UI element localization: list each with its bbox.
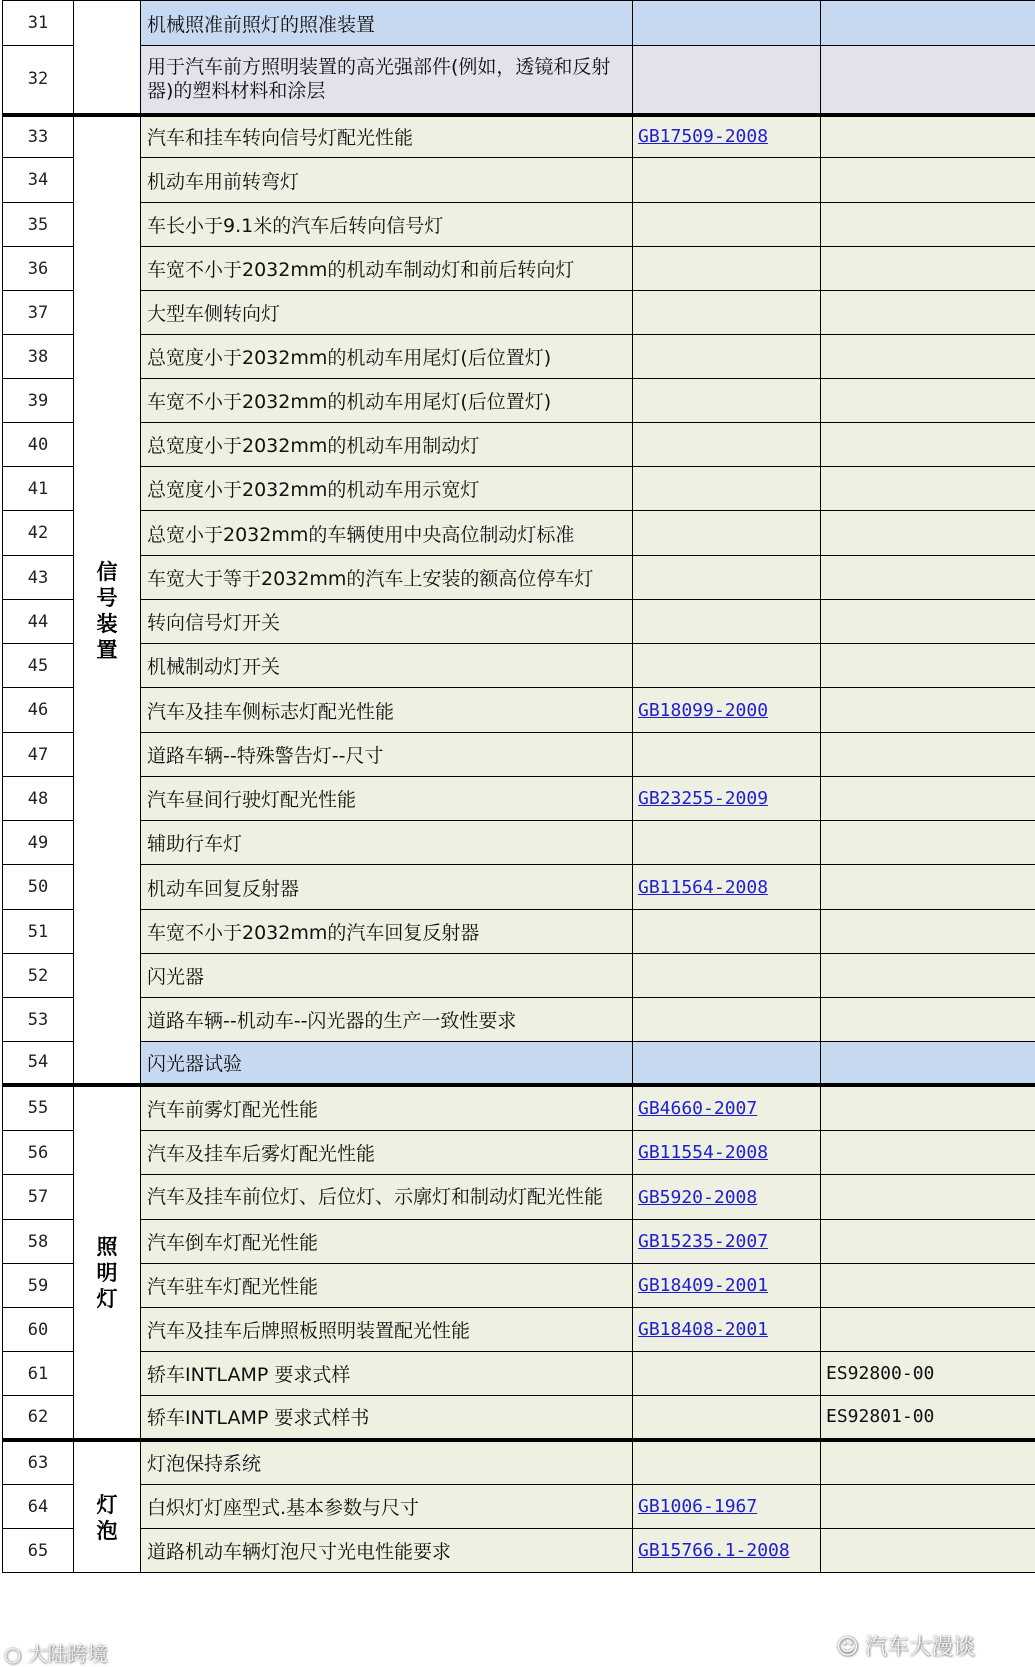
table-row (3, 379, 1035, 423)
table-row (3, 1175, 1035, 1220)
gb-standard (633, 1085, 821, 1131)
table-row (3, 733, 1035, 777)
table-row (3, 1085, 1035, 1131)
gb-standard (633, 821, 821, 865)
table-row (3, 1131, 1035, 1175)
table-row (3, 954, 1035, 998)
row-number: 61 (3, 1352, 74, 1396)
item-name: 汽车昼间行驶灯配光性能 (141, 777, 633, 821)
row-number: 38 (3, 335, 74, 379)
gb-standard-link[interactable]: GB11564-2008 (638, 877, 768, 898)
table-row (3, 46, 1035, 115)
gb-standard (633, 644, 821, 688)
row-number: 33 (3, 115, 74, 158)
gb-standard (633, 954, 821, 998)
row-number: 42 (3, 511, 74, 556)
item-name: 汽车前雾灯配光性能 (141, 1085, 633, 1131)
table-row (3, 821, 1035, 865)
gb-standard (633, 158, 821, 203)
row-number: 59 (3, 1264, 74, 1308)
watermark-left-text: 大陆跨境 (27, 1642, 107, 1666)
enterprise-standard (821, 1264, 1035, 1308)
row-number: 47 (3, 733, 74, 777)
item-name: 闪光器试验 (141, 1042, 633, 1085)
item-name: 总宽度小于2032mm的机动车用制动灯 (141, 423, 633, 467)
item-name: 转向信号灯开关 (141, 600, 633, 644)
enterprise-standard (821, 1, 1035, 46)
gb-standard (633, 1042, 821, 1085)
enterprise-standard (821, 335, 1035, 379)
gb-standard (633, 1396, 821, 1440)
item-name: 灯泡保持系统 (141, 1440, 633, 1485)
gb-standard (633, 998, 821, 1042)
enterprise-standard (821, 247, 1035, 291)
table-row (3, 998, 1035, 1042)
table-row (3, 291, 1035, 335)
row-number: 34 (3, 158, 74, 203)
table-row (3, 467, 1035, 511)
category-empty (74, 1, 141, 115)
gb-standard (633, 247, 821, 291)
item-name: 汽车及挂车前位灯、后位灯、示廓灯和制动灯配光性能 (141, 1175, 633, 1220)
gb-standard-link[interactable]: GB11554-2008 (638, 1142, 768, 1163)
item-name: 汽车驻车灯配光性能 (141, 1264, 633, 1308)
enterprise-standard (821, 777, 1035, 821)
row-number: 63 (3, 1440, 74, 1485)
table-row (3, 1352, 1035, 1396)
enterprise-standard (821, 688, 1035, 733)
standards-table (2, 0, 1035, 1573)
category-bulb: 灯泡 (74, 1440, 141, 1573)
gb-standard (633, 865, 821, 910)
enterprise-standard (821, 423, 1035, 467)
gb-standard (633, 1308, 821, 1352)
table-row (3, 203, 1035, 247)
gb-standard (633, 733, 821, 777)
enterprise-standard (821, 467, 1035, 511)
row-number: 31 (3, 1, 74, 46)
enterprise-standard (821, 733, 1035, 777)
row-number: 56 (3, 1131, 74, 1175)
item-name: 汽车及挂车后雾灯配光性能 (141, 1131, 633, 1175)
enterprise-standard (821, 291, 1035, 335)
gb-standard (633, 1529, 821, 1573)
enterprise-standard (821, 158, 1035, 203)
table-row (3, 688, 1035, 733)
gb-standard (633, 1485, 821, 1529)
table-row (3, 1, 1035, 46)
item-name: 机械制动灯开关 (141, 644, 633, 688)
row-number: 49 (3, 821, 74, 865)
enterprise-standard (821, 556, 1035, 600)
gb-standard (633, 511, 821, 556)
item-name: 大型车侧转向灯 (141, 291, 633, 335)
row-number: 55 (3, 1085, 74, 1131)
row-number: 32 (3, 46, 74, 115)
gb-standard (633, 910, 821, 954)
row-number: 45 (3, 644, 74, 688)
gb-standard (633, 1175, 821, 1220)
item-name: 轿车INTLAMP 要求式样书 (141, 1396, 633, 1440)
gb-standard-link[interactable]: GB15766.1-2008 (638, 1540, 790, 1561)
row-number: 65 (3, 1529, 74, 1573)
table-row (3, 865, 1035, 910)
enterprise-standard (821, 1131, 1035, 1175)
row-number: 37 (3, 291, 74, 335)
table-row (3, 335, 1035, 379)
gb-standard-link[interactable]: GB18099-2000 (638, 700, 768, 721)
item-name: 道路车辆--机动车--闪光器的生产一致性要求 (141, 998, 633, 1042)
gb-standard (633, 1131, 821, 1175)
enterprise-standard (821, 1308, 1035, 1352)
category-signal: 信号装置 (74, 115, 141, 1085)
item-name: 白炽灯灯座型式.基本参数与尺寸 (141, 1485, 633, 1529)
wechat-icon: ☺ (836, 1635, 859, 1660)
watermark-left (4, 1638, 107, 1667)
enterprise-standard (821, 954, 1035, 998)
enterprise-standard (821, 600, 1035, 644)
row-number: 62 (3, 1396, 74, 1440)
gb-standard (633, 688, 821, 733)
watermark-right-text: 汽车大漫谈 (865, 1635, 975, 1660)
gb-standard (633, 291, 821, 335)
gb-standard-link[interactable]: GB18408-2001 (638, 1319, 768, 1340)
gb-standard-link[interactable]: GB1006-1967 (638, 1496, 757, 1517)
gb-standard (633, 1220, 821, 1264)
table-row (3, 556, 1035, 600)
enterprise-standard (821, 1485, 1035, 1529)
watermark-right (836, 1630, 975, 1661)
gb-standard-link[interactable]: GB15235-2007 (638, 1231, 768, 1252)
table-row (3, 511, 1035, 556)
enterprise-standard: ES92801-00 (821, 1396, 1035, 1440)
gb-standard-link[interactable]: GB23255-2009 (638, 788, 768, 809)
gb-standard (633, 777, 821, 821)
table-row (3, 158, 1035, 203)
table-row (3, 247, 1035, 291)
enterprise-standard (821, 1085, 1035, 1131)
table-row (3, 1440, 1035, 1485)
gb-standard (633, 1, 821, 46)
gb-standard-link[interactable]: GB17509-2008 (638, 126, 768, 147)
item-name: 车长小于9.1米的汽车后转向信号灯 (141, 203, 633, 247)
item-name: 总宽小于2032mm的车辆使用中央高位制动灯标准 (141, 511, 633, 556)
item-name: 轿车INTLAMP 要求式样 (141, 1352, 633, 1396)
row-number: 44 (3, 600, 74, 644)
row-number: 60 (3, 1308, 74, 1352)
gb-standard (633, 467, 821, 511)
row-number: 52 (3, 954, 74, 998)
table-row (3, 644, 1035, 688)
item-name: 道路车辆--特殊警告灯--尺寸 (141, 733, 633, 777)
enterprise-standard (821, 1529, 1035, 1573)
table-row (3, 115, 1035, 158)
item-name: 道路机动车辆灯泡尺寸光电性能要求 (141, 1529, 633, 1573)
table-row (3, 1485, 1035, 1529)
category-lighting: 照明灯 (74, 1085, 141, 1440)
enterprise-standard (821, 644, 1035, 688)
table-row (3, 910, 1035, 954)
enterprise-standard (821, 511, 1035, 556)
row-number: 46 (3, 688, 74, 733)
item-name: 用于汽车前方照明装置的高光强部件(例如，透镜和反射器)的塑料材料和涂层 (141, 46, 633, 115)
item-name: 汽车及挂车后牌照板照明装置配光性能 (141, 1308, 633, 1352)
row-number: 58 (3, 1220, 74, 1264)
enterprise-standard (821, 1175, 1035, 1220)
item-name: 机动车用前转弯灯 (141, 158, 633, 203)
table-row (3, 1308, 1035, 1352)
enterprise-standard (821, 865, 1035, 910)
enterprise-standard (821, 998, 1035, 1042)
table-row (3, 600, 1035, 644)
item-name: 车宽大于等于2032mm的汽车上安装的额高位停车灯 (141, 556, 633, 600)
gb-standard (633, 1264, 821, 1308)
table-row (3, 1396, 1035, 1440)
row-number: 48 (3, 777, 74, 821)
table-row (3, 1042, 1035, 1085)
enterprise-standard (821, 1042, 1035, 1085)
enterprise-standard (821, 46, 1035, 115)
enterprise-standard (821, 910, 1035, 954)
gb-standard (633, 115, 821, 158)
item-name: 车宽不小于2032mm的汽车回复反射器 (141, 910, 633, 954)
standards-table-body (3, 1, 1035, 1573)
gb-standard-link[interactable]: GB5920-2008 (638, 1187, 757, 1208)
enterprise-standard: ES92800-00 (821, 1352, 1035, 1396)
item-name: 汽车及挂车侧标志灯配光性能 (141, 688, 633, 733)
row-number: 39 (3, 379, 74, 423)
row-number: 53 (3, 998, 74, 1042)
gb-standard-link[interactable]: GB18409-2001 (638, 1275, 768, 1296)
gb-standard (633, 556, 821, 600)
gb-standard (633, 335, 821, 379)
item-name: 闪光器 (141, 954, 633, 998)
weibo-icon: ○ (4, 1642, 21, 1666)
row-number: 41 (3, 467, 74, 511)
row-number: 36 (3, 247, 74, 291)
gb-standard-link[interactable]: GB4660-2007 (638, 1098, 757, 1119)
row-number: 43 (3, 556, 74, 600)
item-name: 机动车回复反射器 (141, 865, 633, 910)
row-number: 54 (3, 1042, 74, 1085)
row-number: 51 (3, 910, 74, 954)
table-row (3, 423, 1035, 467)
row-number: 50 (3, 865, 74, 910)
item-name: 机械照准前照灯的照准装置 (141, 1, 633, 46)
table-row (3, 777, 1035, 821)
gb-standard (633, 46, 821, 115)
row-number: 64 (3, 1485, 74, 1529)
row-number: 40 (3, 423, 74, 467)
item-name: 总宽度小于2032mm的机动车用尾灯(后位置灯) (141, 335, 633, 379)
enterprise-standard (821, 1440, 1035, 1485)
enterprise-standard (821, 115, 1035, 158)
row-number: 57 (3, 1175, 74, 1220)
item-name: 车宽不小于2032mm的机动车制动灯和前后转向灯 (141, 247, 633, 291)
item-name: 总宽度小于2032mm的机动车用示宽灯 (141, 467, 633, 511)
gb-standard (633, 203, 821, 247)
table-row (3, 1529, 1035, 1573)
enterprise-standard (821, 379, 1035, 423)
item-name: 车宽不小于2032mm的机动车用尾灯(后位置灯) (141, 379, 633, 423)
item-name: 汽车和挂车转向信号灯配光性能 (141, 115, 633, 158)
enterprise-standard (821, 821, 1035, 865)
gb-standard (633, 600, 821, 644)
row-number: 35 (3, 203, 74, 247)
enterprise-standard (821, 1220, 1035, 1264)
item-name: 汽车倒车灯配光性能 (141, 1220, 633, 1264)
item-name: 辅助行车灯 (141, 821, 633, 865)
table-row (3, 1220, 1035, 1264)
enterprise-standard (821, 203, 1035, 247)
gb-standard (633, 379, 821, 423)
table-row (3, 1264, 1035, 1308)
gb-standard (633, 1352, 821, 1396)
gb-standard (633, 1440, 821, 1485)
gb-standard (633, 423, 821, 467)
